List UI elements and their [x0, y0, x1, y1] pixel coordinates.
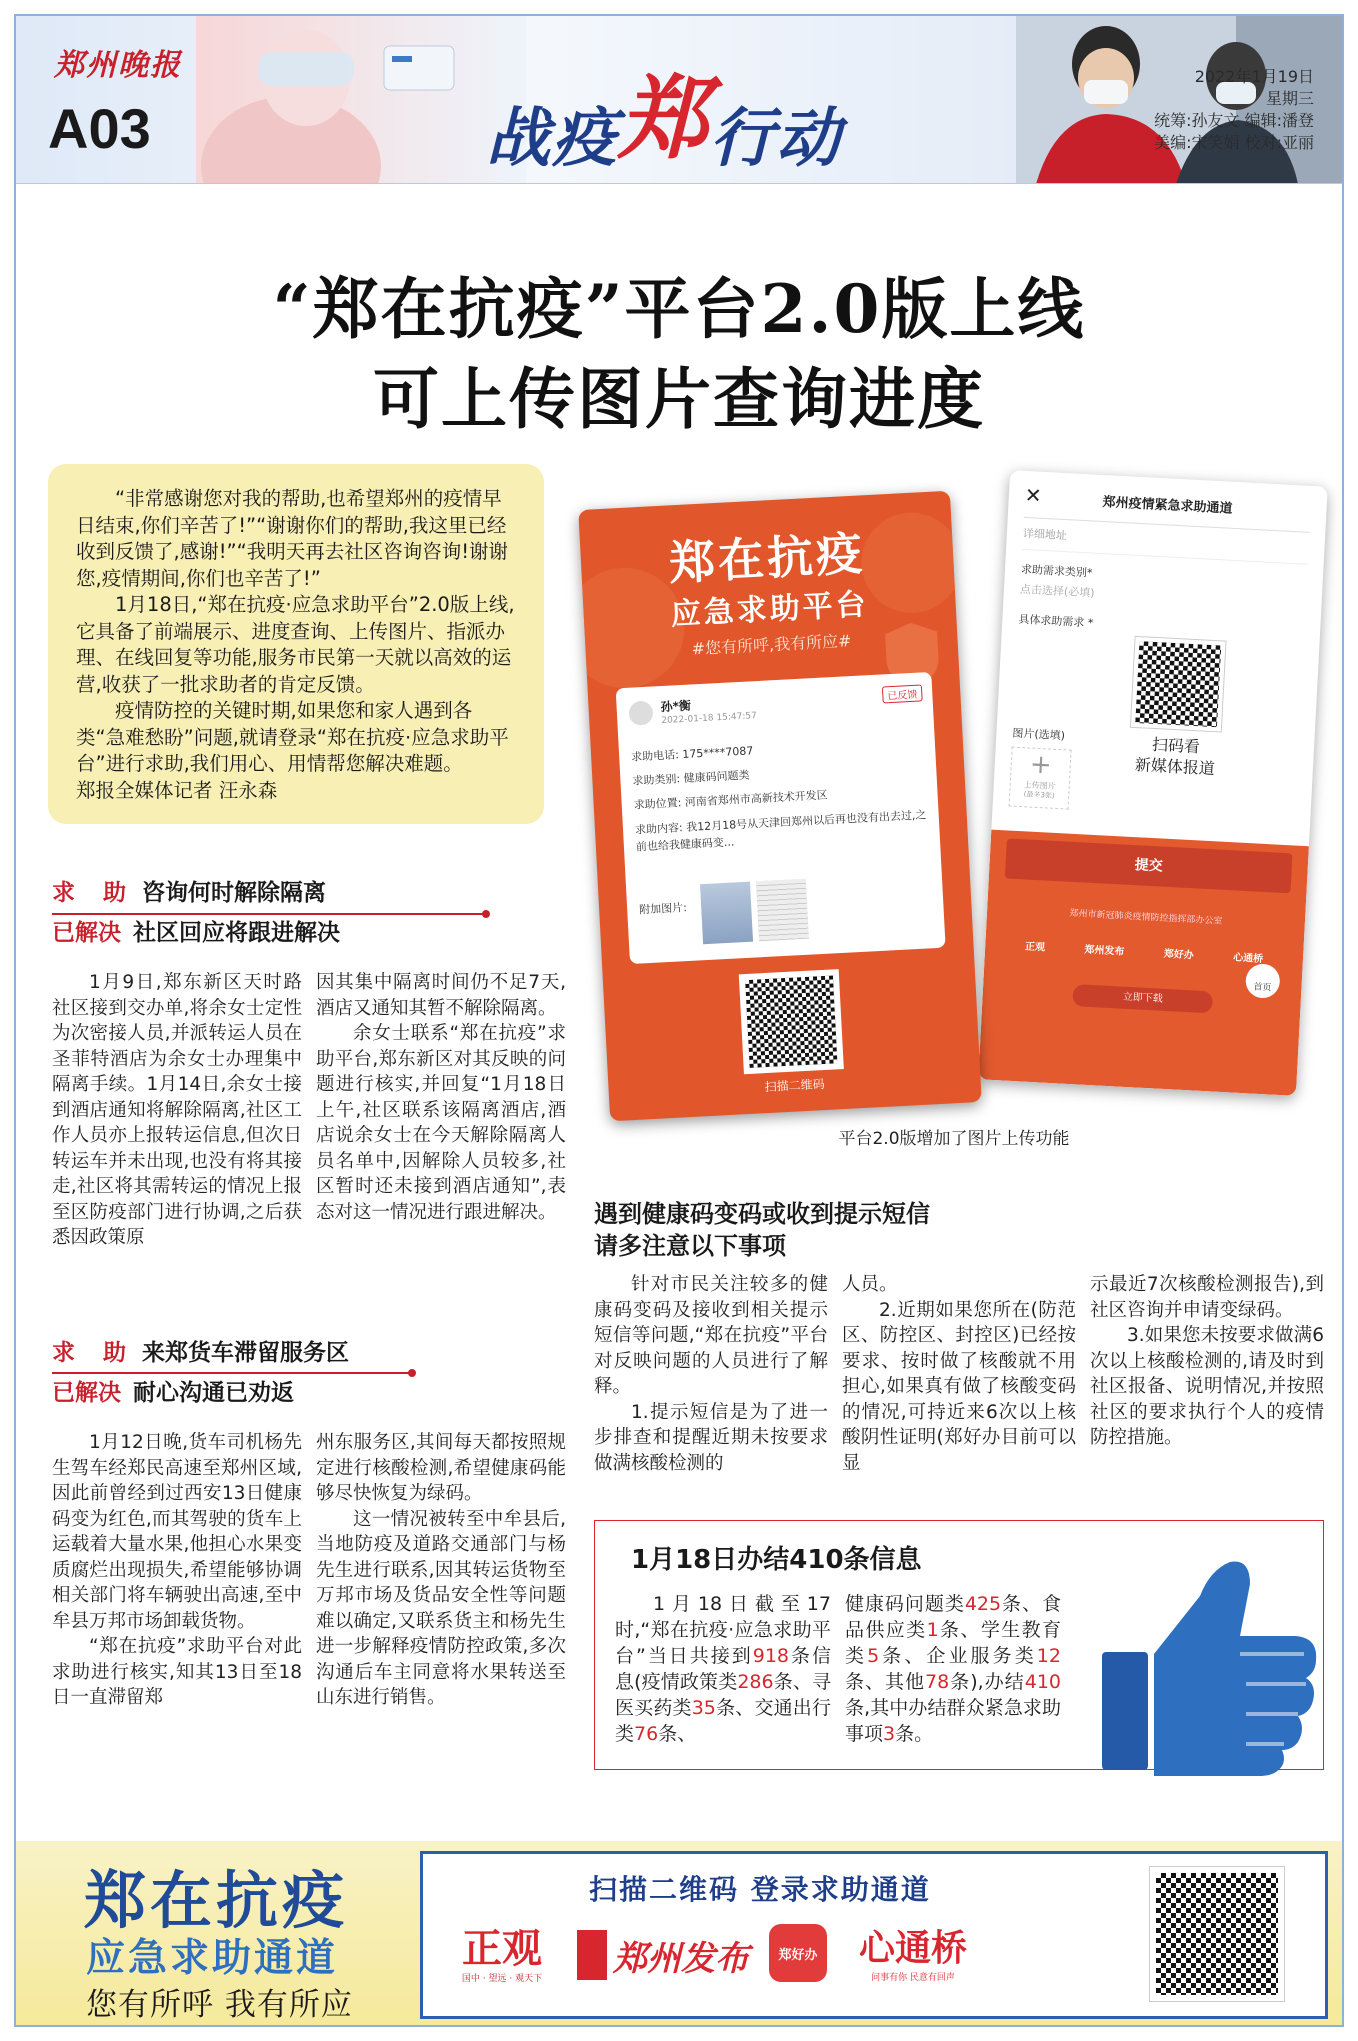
case2-ask-text: 来郑货车滞留服务区	[142, 1340, 350, 1366]
case1-solved-text: 社区回应将跟进解决	[133, 920, 340, 946]
stats-text: 1月18日截至17时,“郑在抗疫·应急求助平台”当日共接到	[615, 1593, 831, 1667]
stats-title: 1月18日办结410条信息	[631, 1545, 922, 1575]
stats-number: 35	[691, 1697, 716, 1719]
logo-zhenghaoban	[769, 1924, 827, 1982]
intro-paragraph: 1月18日,“郑在抗疫·应急求助平台”2.0版上线,它具备了前端展示、进度查询、上传图片、指派办理、在线回复等功能,服务市民第一天就以高效的运营,收获了一批求助者的肯定反馈。	[76, 593, 515, 696]
stats-number: 5	[867, 1645, 880, 1667]
case1-ask-text: 咨询何时解除隔离	[142, 880, 327, 906]
case2-paragraph: 州东服务区,其间每天都按照规定进行核酸检测,希望健康码能够尽快恢复为绿码。	[316, 1432, 566, 1504]
stats-text: 条、食品供应类	[845, 1593, 1061, 1641]
home-label: 首页	[1253, 982, 1272, 994]
upload-sublabel: (最多3张)	[1023, 790, 1055, 800]
stats-text: 条、寻医买药类	[615, 1671, 831, 1719]
editors-line-1: 统筹:孙友文 编辑:潘登	[1154, 111, 1314, 130]
stats-text: 条,其中办结群众紧急求助事项	[845, 1697, 1061, 1745]
intro-byline: 郑报全媒体记者 汪永森	[76, 778, 278, 802]
notice-column-2	[842, 1272, 1076, 1476]
issue-weekday: 星期三	[1265, 89, 1314, 108]
case1-paragraph: 余女士联系“郑在抗疫”求助平台,郑东新区对其反映的问题进行核实,并回复“1月18日上午,社区联系该隔离酒店,酒店说余女士在今天解除隔离人员名单中,因解除人员较多,社区暂时还未接到酒店通知”,表态对这一情况进行跟进解决。	[316, 1023, 566, 1223]
platform-subtitle: 应急求助平台	[669, 587, 870, 633]
notice-paragraph: 示最近7次核酸检测报告),到社区咨询并申请变绿码。	[1090, 1274, 1324, 1321]
form-title: 郑州疫情紧急求助通道	[1102, 494, 1233, 517]
notice-column-1	[594, 1272, 828, 1476]
stats-number: 918	[752, 1645, 790, 1667]
case1-column-2	[316, 970, 566, 1225]
case2-paragraph: 这一情况被转至中牟县后,当地防疫及道路交通部门与杨先生进行联系,因其转运货物至万邦市场及货品安全性等问题难以确定,又联系货主和杨先生进一步解释疫情防控政策,多次沟通后车主同意将水果转送至山东进行销售。	[316, 1508, 566, 1708]
phone-detail-screen	[578, 491, 982, 1122]
case1-solved-label	[52, 918, 340, 948]
scan-box	[420, 1851, 1328, 2019]
page-footer	[16, 1841, 1342, 2027]
attached-image-thumbnail[interactable]	[756, 879, 809, 942]
logo-text: 郑好办	[778, 1947, 818, 1963]
logo-subtext: 国中 · 望远 · 观天下	[461, 1973, 543, 1984]
request-field: 求助类别: 健康码问题类	[632, 768, 750, 788]
stats-number: 12	[1036, 1645, 1061, 1667]
notice-paragraph: 3.如果您未按要求做满6次以上核酸检测的,请及时到社区报备、说明情况,并按照社区的要求执行个人的疫情防控措施。	[1090, 1325, 1324, 1448]
qr-hint-line: 扫描二维码	[764, 1077, 825, 1095]
install-button[interactable]: 立即下载	[1072, 984, 1213, 1013]
footer-subtitle: 应急求助通道	[86, 1936, 339, 1981]
request-card	[616, 672, 946, 964]
notice-column-3	[1090, 1272, 1324, 1451]
case1-paragraph: 因其集中隔离时间仍不足7天,酒店又通知其暂不解除隔离。	[316, 972, 566, 1019]
stats-paragraph	[845, 1591, 1061, 1747]
image-caption: 平台2.0版增加了图片上传功能	[838, 1129, 1070, 1149]
notice-paragraph: 2.近期如果您所在(防范区、防控区、封控区)已经按要求、按时做了核酸就不用担心,如果真有做了核酸变码的情况,可持近来6次以上核酸阴性证明(郑好办目前可以显	[842, 1299, 1076, 1474]
close-icon: ✕	[1024, 482, 1043, 508]
ask-tag: 求 助	[52, 1340, 137, 1366]
ask-tag: 求 助	[52, 880, 137, 906]
footer-title: 郑在抗疫	[84, 1864, 349, 1937]
app-screenshots	[594, 478, 1334, 1118]
editors-line-2: 美编:宋笑娟 校对:亚丽	[1154, 133, 1314, 152]
case2-paragraph: “郑在抗疫”求助平台对此求助进行核实,知其13日至18日一直滞留郑	[52, 1636, 302, 1708]
case2-paragraph: 1月12日晚,货车司机杨先生驾车经郑民高速至郑州区域,因此前曾经到过西安13日健康码变为红色,而其驾驶的货车上运载着大量水果,他担心水果变质腐烂出现损失,希望能够协调相关部门将车辆驶出高速,至中牟县万邦市场卸载货物。	[52, 1432, 302, 1632]
logo-subtext: 问事有你 民意有回声	[871, 1972, 955, 1983]
issue-date: 2022年1月19日	[1194, 67, 1314, 86]
attached-image-thumbnail[interactable]	[700, 882, 753, 945]
form-category-placeholder: 点击选择(必填)	[1019, 582, 1095, 600]
banner-part3: 行动	[710, 102, 842, 176]
solved-tag: 已解决	[52, 920, 121, 946]
section-rule	[52, 1372, 412, 1374]
qr-label	[1104, 732, 1246, 781]
brand-zhengguan: 正观	[1024, 941, 1046, 954]
brand-zhenghaoban: 郑好办	[1163, 948, 1195, 962]
request-field: 求助位置: 河南省郑州市高新技术开发区	[633, 788, 829, 812]
notice-paragraph: 人员。	[842, 1274, 898, 1295]
requester-name: 孙*衡	[660, 698, 692, 715]
solved-tag: 已解决	[52, 1380, 121, 1406]
platform-title: 郑在抗疫	[667, 526, 867, 591]
stats-number: 410	[1024, 1671, 1061, 1693]
page-header	[16, 16, 1342, 184]
qr-code-icon	[1131, 637, 1226, 732]
case1-column-1	[52, 970, 302, 1251]
section-rule	[52, 913, 486, 915]
banner-part1: 战疫	[486, 102, 618, 176]
stats-number: 286	[737, 1671, 774, 1693]
logo-zhengzhou-fabu	[573, 1924, 753, 1986]
case2-solved-text: 耐心沟通已劝返	[133, 1380, 294, 1406]
headline-line-1: “郑在抗疫”平台2.0版上线	[272, 270, 1086, 348]
case1-ask-label	[52, 878, 326, 908]
header-photo-medical-worker	[196, 16, 526, 184]
logo-xintongqiao	[843, 1924, 983, 1986]
brand-xintongqiao: 心通桥	[1232, 952, 1264, 965]
case2-column-2	[316, 1430, 566, 1711]
banner-part2: 郑	[618, 67, 710, 172]
stats-number: 425	[964, 1593, 1002, 1615]
case2-ask-label	[52, 1338, 349, 1368]
stats-number: 78	[925, 1671, 950, 1693]
request-fields	[631, 730, 928, 855]
notice-paragraph: 针对市民关注较多的健康码变码及接收到相关提示短信等问题,“郑在抗疫”平台对反映问题的人员进行了解释。	[594, 1274, 828, 1397]
case2-solved-label	[52, 1378, 294, 1408]
stats-text: 条、其他	[845, 1671, 926, 1693]
scan-instruction: 扫描二维码 登录求助通道	[589, 1873, 931, 1906]
case2-column-1	[52, 1430, 302, 1711]
stats-text: 条、交通出行类	[615, 1697, 831, 1745]
stats-number: 76	[634, 1723, 659, 1745]
intro-paragraph: “非常感谢您对我的帮助,也希望郑州的疫情早日结束,你们辛苦了!”“谢谢你们的帮助,我这里已经收到反馈了,感谢!”“我明天再去社区咨询咨询!谢谢您,疫情期间,你们也辛苦了!”	[76, 487, 509, 590]
avatar	[628, 701, 653, 726]
stats-number: 1	[926, 1619, 939, 1641]
qr-label-line: 新媒体报道	[1134, 755, 1216, 779]
upload-image-button[interactable]: + 上传图片 (最多3张)	[1009, 747, 1072, 810]
brand-zhengzhou-fabu: 郑州发布	[1084, 944, 1125, 958]
upload-label: 上传图片	[1023, 780, 1056, 791]
newspaper-page	[14, 14, 1344, 2027]
form-field-category: 求助需求类别*	[1020, 562, 1093, 580]
logo-zhengguan	[447, 1924, 557, 1986]
stats-paragraph	[615, 1591, 831, 1747]
notice-title-line: 遇到健康码变码或收到提示短信	[594, 1200, 930, 1228]
stats-text: 健康码问题类	[845, 1593, 965, 1615]
stats-text: 条信息(疫情政策类	[615, 1645, 831, 1693]
paper-name: 郑州晚报	[54, 48, 182, 83]
page-number: A03	[48, 97, 151, 160]
form-field-address: 详细地址	[1022, 526, 1068, 543]
org-line: 郑州市新冠肺炎疫情防控指挥部办公室	[1069, 908, 1223, 927]
request-field: 求助内容: 我12月18号从天津回郑州以后再也没有出去过,之前也给我健康码变...	[634, 808, 927, 854]
stats-number: 3	[883, 1723, 896, 1745]
form-field-needs: 具体求助需求 *	[1018, 612, 1094, 630]
stats-column-2	[845, 1591, 1061, 1747]
stats-text: 条),办结	[949, 1671, 1025, 1693]
phone-form-screen	[978, 470, 1327, 1096]
notice-paragraph: 1.提示短信是为了进一步排查和提醒近期未按要求做满核酸检测的	[594, 1401, 828, 1474]
footer-slogan: 您有所呼 我有所应	[86, 1987, 353, 2023]
stats-text: 条、学生教育类	[845, 1619, 1061, 1667]
qr-label-line: 扫码看	[1151, 734, 1201, 757]
request-field: 求助电话: 175****7087	[630, 744, 754, 764]
status-badge: 已反馈	[882, 684, 923, 703]
form-field-images: 图片(选填)	[1012, 726, 1066, 743]
qr-code-icon	[739, 969, 844, 1074]
case1-paragraph: 1月9日,郑东新区天时路社区接到交办单,将余女士定性为次密接人员,并派转运人员在圣菲特酒店为余女士办理集中隔离手续。1月14日,余女士接到酒店通知将解除隔离,社区工作人员亦上报转运信息,但次日转运车并未出现,也没有将其接走,社区将其需转运的情况上报至区防疫部门进行协调,之后获悉因政策原	[52, 972, 302, 1248]
logo-text: 正观	[462, 1925, 542, 1972]
stats-text: 条、企业服务类	[879, 1645, 1037, 1667]
submit-button[interactable]: 提交	[1005, 838, 1293, 893]
request-time: 2022-01-18 15:47:57	[661, 711, 758, 727]
stats-column-1	[615, 1591, 831, 1747]
thumbs-up-icon	[1090, 1544, 1330, 1784]
logo-text: 郑州发布	[613, 1938, 749, 1979]
header-meta	[1154, 66, 1314, 154]
intro-box	[48, 464, 544, 824]
headline-line-2: 可上传图片查询进度	[373, 360, 985, 438]
notice-title-line: 请多注意以下事项	[594, 1232, 786, 1260]
notice-title	[594, 1198, 930, 1262]
stats-text: 条。	[895, 1723, 934, 1745]
qr-code-icon	[1149, 1866, 1285, 2002]
attach-label: 附加图片:	[638, 901, 688, 917]
logo-text: 心通桥	[858, 1927, 967, 1969]
intro-paragraph: 疫情防控的关键时期,如果您和家人遇到各类“急难愁盼”问题,就请登录“郑在抗疫·应急求助平台”进行求助,我们用心、用情帮您解决难题。	[76, 699, 509, 775]
stats-text: 条、	[658, 1723, 697, 1745]
column-banner	[486, 56, 842, 184]
platform-slogan: #您有所呼,我有所应#	[691, 631, 852, 659]
